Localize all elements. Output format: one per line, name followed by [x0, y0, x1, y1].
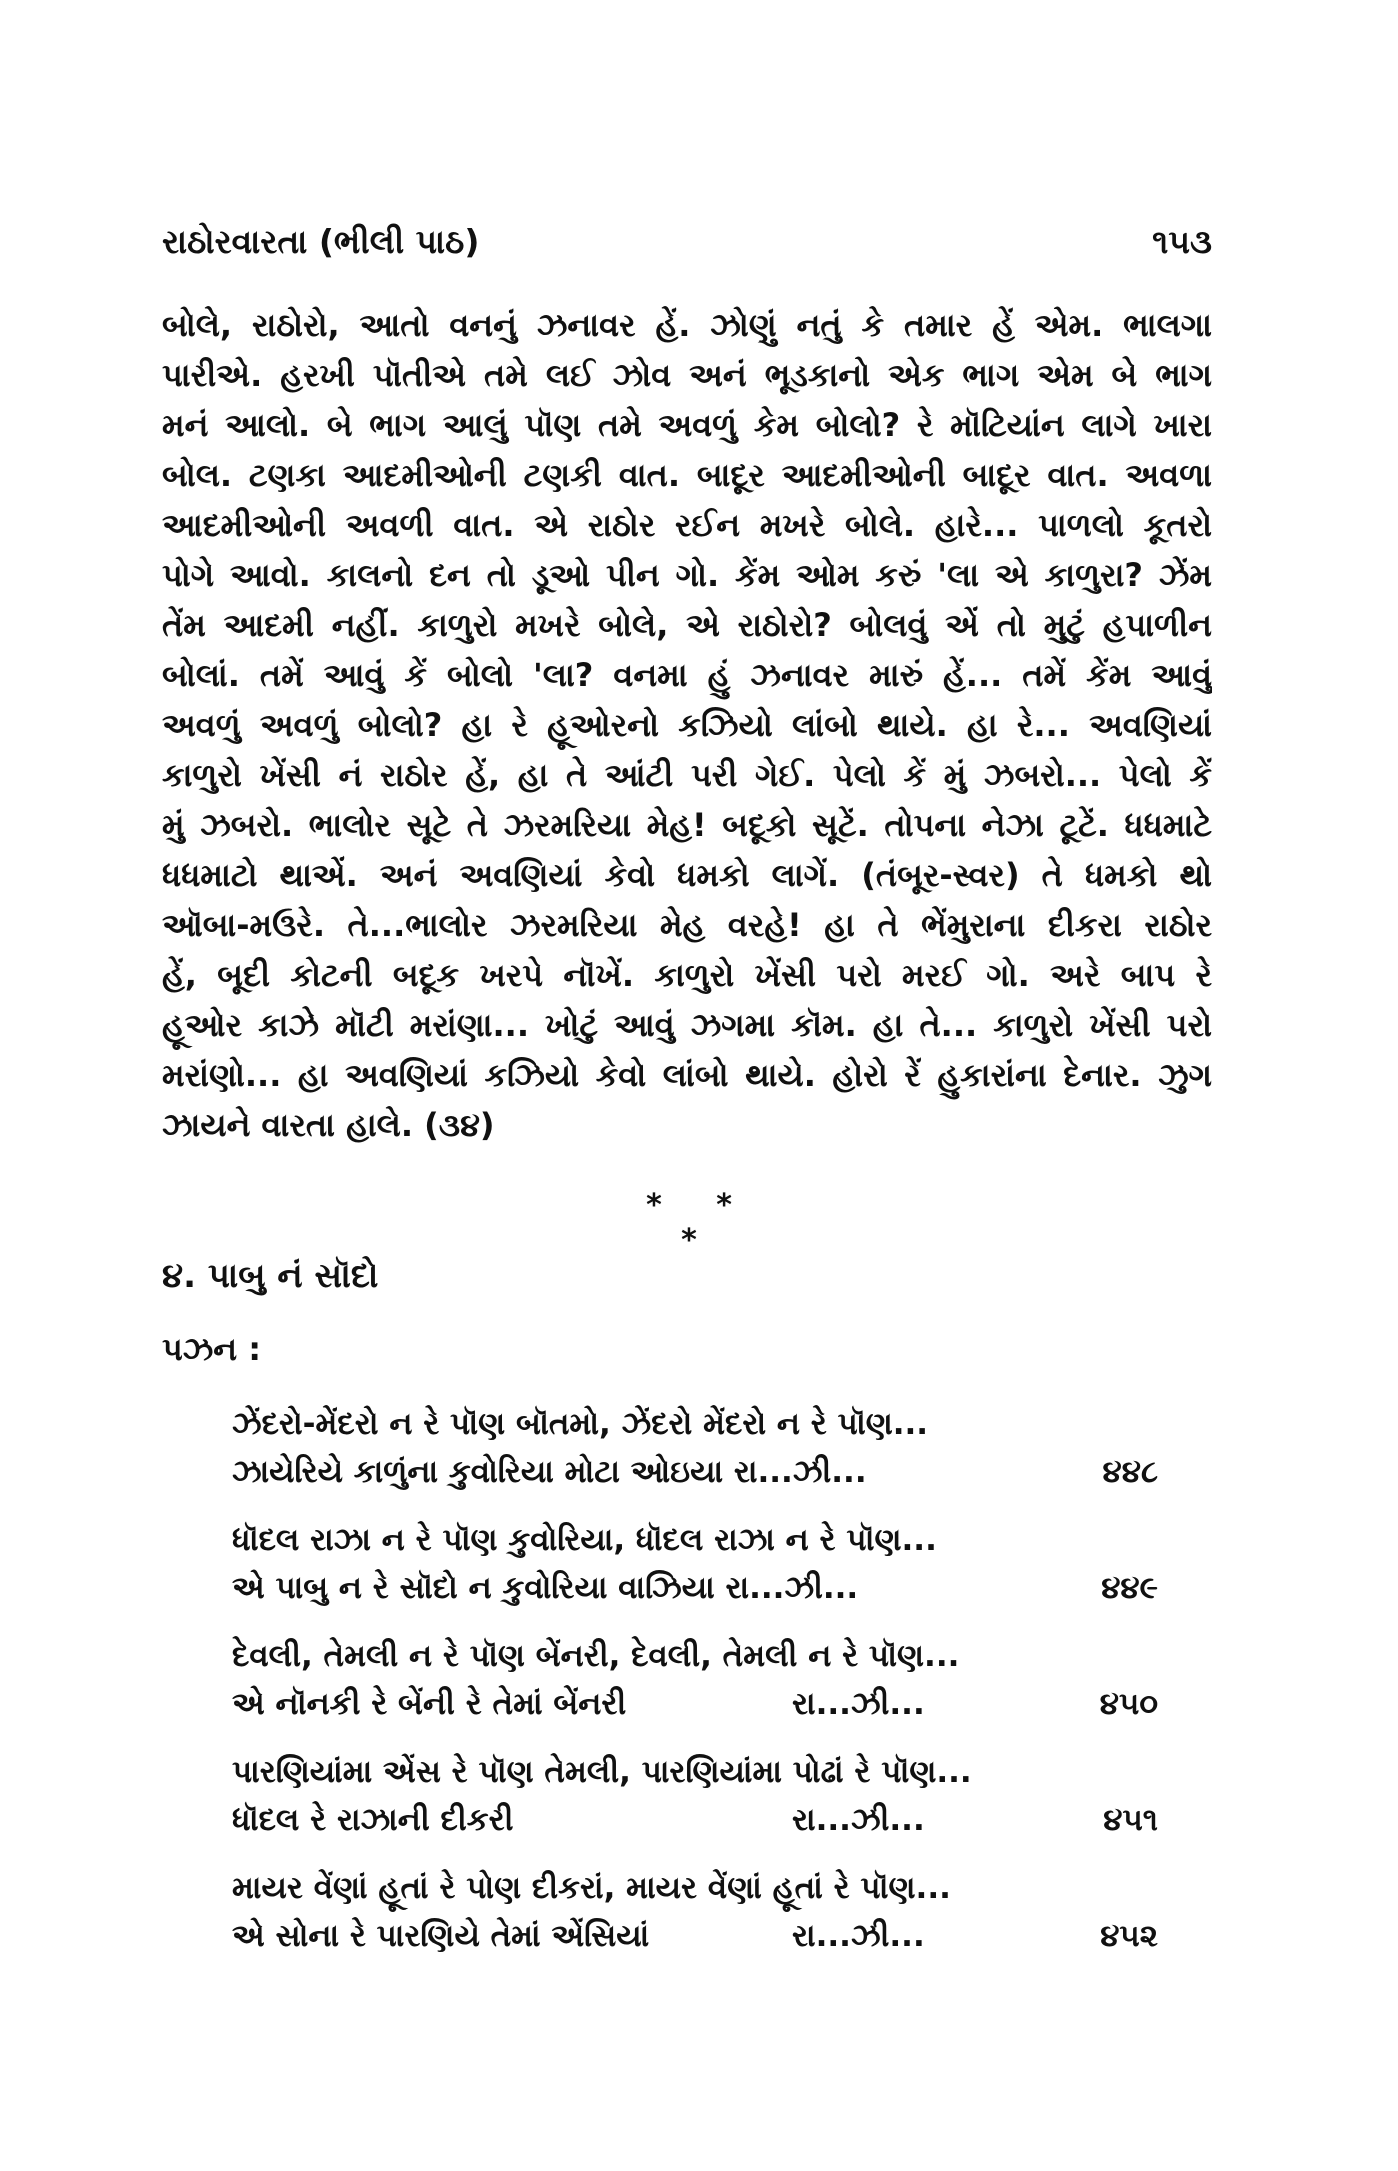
verse-text: એ પાબુ ન રે સૉદો ન કુવોરિયા વાઝિયા રા...ઝી...	[232, 1570, 859, 1606]
verse-line: ઝેંદરો-મેંદરો ન રે પૉણ બૉતમો, ઝેંદરો મેંદરો ન રે પૉણ...	[232, 1406, 929, 1442]
verse-line	[232, 1448, 1192, 1496]
paragraph-line: બોલાં. તમેં આવું કેં બોલો 'લા? વનમા હું ઝનાવર મારું હેં... તમેં કેંમ આવું	[162, 656, 1212, 694]
verse-line	[232, 1796, 1192, 1844]
page-number: ૧૫૩	[1152, 222, 1212, 261]
paragraph-line: હેં, બૂદી કોટની બદૂક ખરપે નૉખેં. કાળુરો ખેંસી પરો મરઈ ગો. અરે બાપ રે	[162, 956, 1212, 994]
prose-paragraph	[162, 300, 1212, 1150]
paragraph-line: આદમીઓની અવળી વાત. એ રાઠોર રઈન મખરે બોલે. હારે... પાળલો કૂતરો	[162, 506, 1212, 544]
paragraph-line: અવળું અવળું બોલો? હા રે હૂઓરનો કઝિયો લાંબો થાયે. હા રે... અવણિયાં	[162, 706, 1212, 744]
paragraph-line: મરાંણો... હા અવણિયાં કઝિયો કેવો લાંબો થાયે. હોરો રેં હુકારાંના દેનાર. ઝુગ	[162, 1056, 1212, 1094]
paragraph-line: કાળુરો ખેંસી નં રાઠોર હેં, હા તે આંટી પરી ગેઈ. પેલો કેં મું ઝબરો... પેલો કેં	[162, 756, 1212, 794]
verse-number: ૪૫૧	[1103, 1802, 1158, 1838]
stanza	[232, 1864, 1192, 1980]
verse-text: ધૉદલ રે રાઝાની દીકરી	[232, 1802, 514, 1838]
running-title: રાઠોરવારતા (ભીલી પાઠ)	[162, 222, 480, 261]
page-header	[162, 222, 1212, 272]
paragraph-line: મું ઝબરો. ભાલોર સૂટે તે ઝરમરિયા મેહ! બદૂકો સૂટેં. તોપના નેઝા ટૂટેં. ધધમાટે	[162, 806, 1212, 844]
paragraph-line: તેંમ આદમી નહીં. કાળુરો મખરે બોલે, એ રાઠોરો? બોલવું એં તો મુટું હપાળીન	[162, 606, 1212, 644]
verse-line	[232, 1680, 1192, 1728]
paragraph-line: ઝાયને વારતા હાલે. (૩૪)	[162, 1106, 495, 1144]
stanza	[232, 1632, 1192, 1748]
verse-line: ધૉદલ રાઝા ન રે પૉણ કુવોરિયા, ધૉદલ રાઝા ન રે પૉણ...	[232, 1522, 937, 1558]
paragraph-line: ઑબા-મઉરે. તે...ભાલોર ઝરમરિયા મેહ વરહે! હા તે ભેંમુરાના દીકરા રાઠોર	[162, 906, 1212, 944]
verse-text: ઝાયેરિયે કાળુંના કુવોરિયા મોટા ઓઇયા રા...ઝી...	[232, 1454, 867, 1490]
verse-text: એ નૉનકી રે બેંની રે તેમાં બેંનરી	[232, 1686, 627, 1722]
verse-refrain: રા...ઝી...	[792, 1686, 925, 1722]
paragraph-line: મનં આલો. બે ભાગ આલું પૉણ તમે અવળું કેમ બોલો? રે મૉટિયાંન લાગે ખારા	[162, 406, 1212, 444]
paragraph-line: ધધમાટો થાએં. અનં અવણિયાં કેવો ધમકો લાગેં. (તંબૂર-સ્વર) તે ધમકો થો	[162, 856, 1212, 894]
verse-line	[232, 1564, 1192, 1612]
verse-line: દેવલી, તેમલી ન રે પૉણ બેંનરી, દેવલી, તેમલી ન રે પૉણ...	[232, 1638, 960, 1674]
paragraph-line: બોલ. ટણકા આદમીઓની ટણકી વાત. બાદૂર આદમીઓની બાદૂર વાત. અવળા	[162, 456, 1212, 494]
verse-list	[232, 1400, 1192, 1980]
verse-number: ૪૪૯	[1101, 1570, 1158, 1606]
section-sub-label: પઝન :	[162, 1330, 262, 1368]
section-title: ૪. પાબુ નં સૉદો	[162, 1256, 379, 1296]
section-separator: * * *	[646, 1188, 754, 1258]
verse-line	[232, 1912, 1192, 1960]
paragraph-line: પારીએ. હરખી પૉતીએ તમે લઈ ઝોવ અનં ભૂડકાનો એક ભાગ એમ બે ભાગ	[162, 356, 1212, 394]
stanza	[232, 1516, 1192, 1632]
paragraph-line: બોલે, રાઠોરો, આતો વનનું ઝનાવર હેં. ઝોણું નતું કે તમાર હેં એમ. ભાલગા	[162, 306, 1212, 344]
verse-line: માયર વેંણાં હૂતાં રે પોણ દીકરાં, માયર વેંણાં હૂતાં રે પૉણ...	[232, 1870, 951, 1906]
verse-number: ૪૫૨	[1100, 1918, 1158, 1954]
verse-number: ૪૪૮	[1102, 1454, 1158, 1490]
paragraph-line: હૂઓર કાઝે મૉટી મરાંણા... ખોટું આવું ઝગમા કૉમ. હા તે... કાળુરો ખેંસી પરો	[162, 1006, 1212, 1044]
stanza	[232, 1748, 1192, 1864]
paragraph-line: પોગે આવો. કાલનો દન તો ડૂઓ પીન ગો. કેંમ ઓમ કરું 'લા એ કાળુરા? ઝેંમ	[162, 556, 1212, 594]
verse-number: ૪૫૦	[1099, 1686, 1158, 1722]
stanza	[232, 1400, 1192, 1516]
verse-text: એ સોના રે પારણિયે તેમાં એંસિયાં	[232, 1918, 650, 1954]
verse-line: પારણિયાંમા એંસ રે પૉણ તેમલી, પારણિયાંમા પોઢાં રે પૉણ...	[232, 1754, 972, 1790]
verse-refrain: રા...ઝી...	[792, 1802, 925, 1838]
verse-refrain: રા...ઝી...	[792, 1918, 925, 1954]
